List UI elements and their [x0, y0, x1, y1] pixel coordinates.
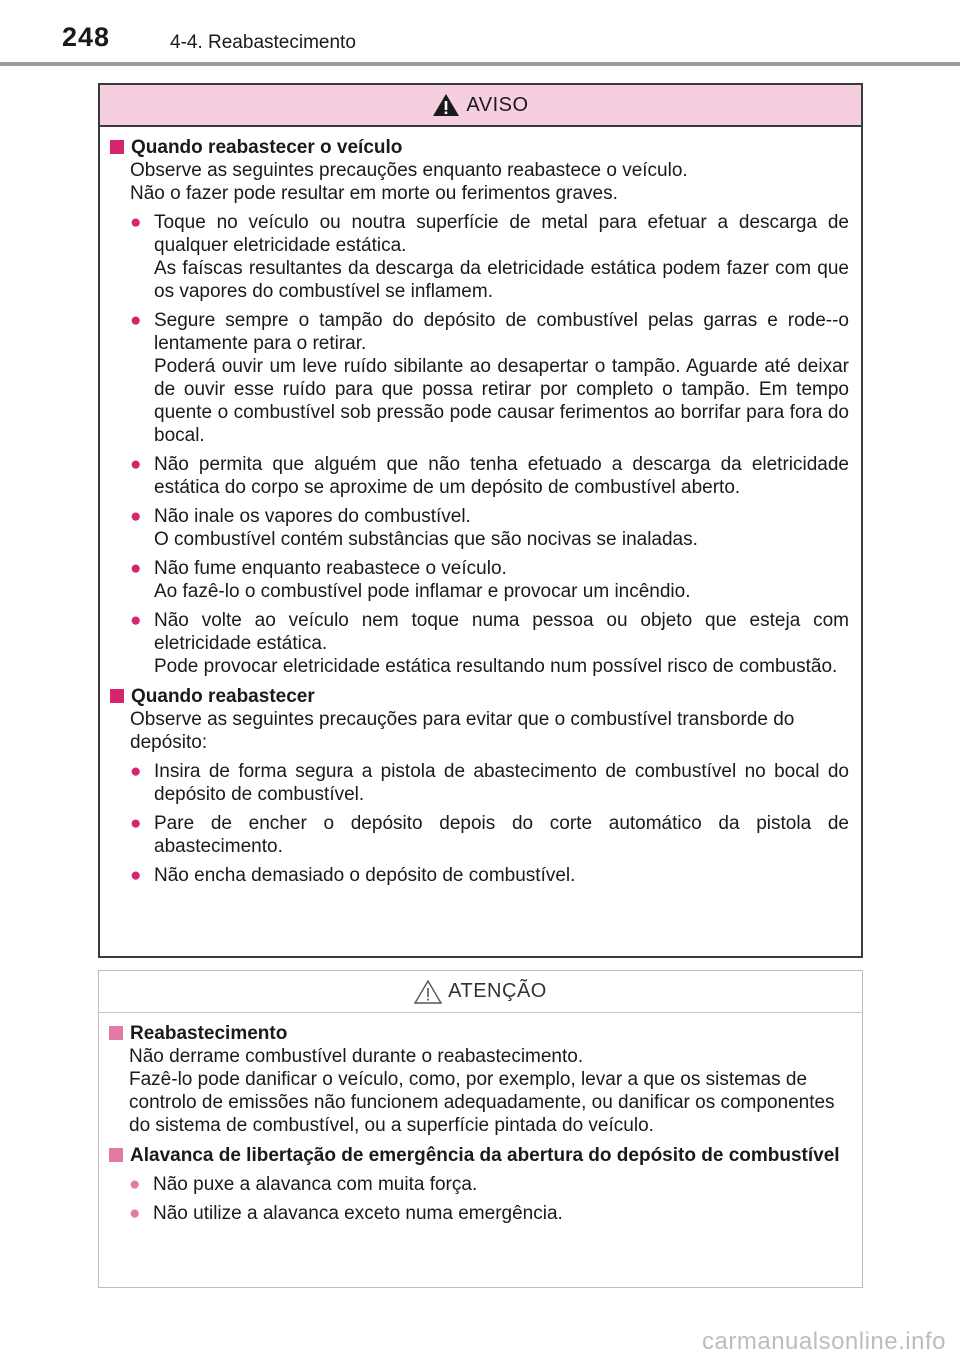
bullet-paragraph: Pode provocar eletricidade estática resultando num possível risco de combustão. — [154, 656, 838, 677]
bullet-item — [110, 760, 851, 806]
warning-title: AVISO — [466, 93, 529, 116]
caution-triangle-icon — [414, 979, 442, 1005]
bullet-text — [154, 505, 851, 551]
square-bullet-icon — [109, 1026, 123, 1040]
section-heading — [110, 685, 851, 708]
caution-body — [99, 1013, 862, 1225]
section-intro: Observe as seguintes precauções para evitar que o combustível transborde do depósito: — [130, 709, 795, 753]
section-intro: Observe as seguintes precauções enquanto reabastece o veículo. — [130, 160, 688, 181]
section-heading — [109, 1144, 852, 1167]
bullet-text — [154, 812, 851, 858]
bullet-paragraph: Pare de encher o depósito depois do corte automático da pistola de abastecimento. — [154, 813, 849, 857]
watermark: carmanualsonline.info — [702, 1328, 946, 1355]
bullet-text — [153, 1202, 852, 1225]
circle-bullet-icon: ● — [130, 610, 142, 631]
bullet-paragraph: Toque no veículo ou noutra superfície de metal para efetuar a descarga de qualquer eletricidade estática. — [154, 212, 849, 256]
bullet-text — [154, 453, 851, 499]
bullet-item — [110, 453, 851, 499]
warning-body — [100, 127, 861, 887]
section-title: 4-4. Reabastecimento — [170, 32, 356, 53]
bullet-paragraph: As faíscas resultantes da descarga da eletricidade estática podem fazer com que os vapores do combustível se inflamem. — [154, 258, 849, 302]
bullet-text — [153, 1173, 852, 1196]
bullet-text — [154, 211, 851, 303]
square-bullet-icon — [110, 140, 124, 154]
circle-bullet-icon: ● — [130, 558, 142, 579]
section-gap — [110, 678, 851, 684]
section-intro: Fazê-lo pode danificar o veículo, como, por exemplo, levar a que os sistemas de controlo de emissões não funcionem adequadamente, ou danificar os componentes do sistema de combustível, ou a superfície pintada do veículo. — [129, 1069, 835, 1136]
bullet-item — [109, 1173, 852, 1196]
section-heading-text: Alavanca de libertação de emergência da abertura do depósito de combustível — [130, 1145, 840, 1166]
section-intro: Não derrame combustível durante o reabastecimento. — [129, 1046, 584, 1067]
caution-title-bar — [99, 971, 862, 1013]
header-rule — [0, 62, 960, 66]
page-number: 248 — [62, 22, 111, 52]
bullet-text — [154, 557, 851, 603]
bullet-paragraph: Insira de forma segura a pistola de abastecimento de combustível no bocal do depósito de combustível. — [154, 761, 849, 805]
warning-triangle-icon — [432, 92, 460, 118]
circle-bullet-icon: ● — [130, 454, 142, 475]
bullet-item — [110, 812, 851, 858]
circle-bullet-icon: ● — [130, 761, 142, 782]
square-bullet-icon — [109, 1148, 123, 1162]
section-heading-text: Reabastecimento — [130, 1023, 288, 1044]
bullet-paragraph: Poderá ouvir um leve ruído sibilante ao desapertar o tampão. Aguarde até deixar de ouvir esse ruído para que possa retirar por completo o tampão. Em tempo quente o combustível sob pressão pode causar ferimentos ao borrifar para fora do bocal. — [154, 356, 849, 446]
bullet-text — [154, 309, 851, 447]
caution-box — [98, 970, 863, 1288]
circle-bullet-icon: ● — [130, 865, 142, 886]
bullet-paragraph: Não permita que alguém que não tenha efetuado a descarga da eletricidade estática do corpo se aproxime de um depósito de combustível aberto. — [154, 454, 849, 498]
section-heading — [110, 136, 851, 159]
bullet-item — [110, 864, 851, 887]
bullet-text — [154, 864, 851, 887]
section-heading-text: Quando reabastecer — [131, 686, 315, 707]
section-intro: Não o fazer pode resultar em morte ou ferimentos graves. — [130, 183, 618, 204]
circle-bullet-icon: ● — [129, 1203, 141, 1224]
bullet-paragraph: Não utilize a alavanca exceto numa emergência. — [153, 1203, 563, 1224]
bullet-paragraph: Não fume enquanto reabastece o veículo. — [154, 558, 507, 579]
circle-bullet-icon: ● — [130, 310, 142, 331]
caution-title: ATENÇÃO — [448, 980, 547, 1002]
bullet-item — [110, 557, 851, 603]
warning-title-bar — [100, 85, 861, 127]
bullet-paragraph: Não encha demasiado o depósito de combustível. — [154, 865, 576, 886]
page-header — [0, 0, 960, 70]
circle-bullet-icon: ● — [130, 506, 142, 527]
bullet-paragraph: Não volte ao veículo nem toque numa pessoa ou objeto que esteja com eletricidade estática. — [154, 610, 849, 654]
circle-bullet-icon: ● — [130, 212, 142, 233]
bullet-text — [154, 760, 851, 806]
bullet-paragraph: Não inale os vapores do combustível. — [154, 506, 471, 527]
bullet-paragraph: Não puxe a alavanca com muita força. — [153, 1174, 478, 1195]
bullet-item — [110, 505, 851, 551]
section-heading-text: Quando reabastecer o veículo — [131, 137, 403, 158]
bullet-paragraph: Ao fazê-lo o combustível pode inflamar e provocar um incêndio. — [154, 581, 691, 602]
bullet-item — [110, 609, 851, 678]
bullet-paragraph: Segure sempre o tampão do depósito de combustível pelas garras e rode--o lentamente para o retirar. — [154, 310, 849, 354]
section-heading — [109, 1022, 852, 1045]
circle-bullet-icon: ● — [129, 1174, 141, 1195]
bullet-item — [110, 211, 851, 303]
section-gap — [109, 1137, 852, 1143]
warning-box — [98, 83, 863, 958]
square-bullet-icon — [110, 689, 124, 703]
bullet-item — [110, 309, 851, 447]
bullet-paragraph: O combustível contém substâncias que são nocivas se inaladas. — [154, 529, 698, 550]
bullet-item — [109, 1202, 852, 1225]
bullet-text — [154, 609, 851, 678]
circle-bullet-icon: ● — [130, 813, 142, 834]
